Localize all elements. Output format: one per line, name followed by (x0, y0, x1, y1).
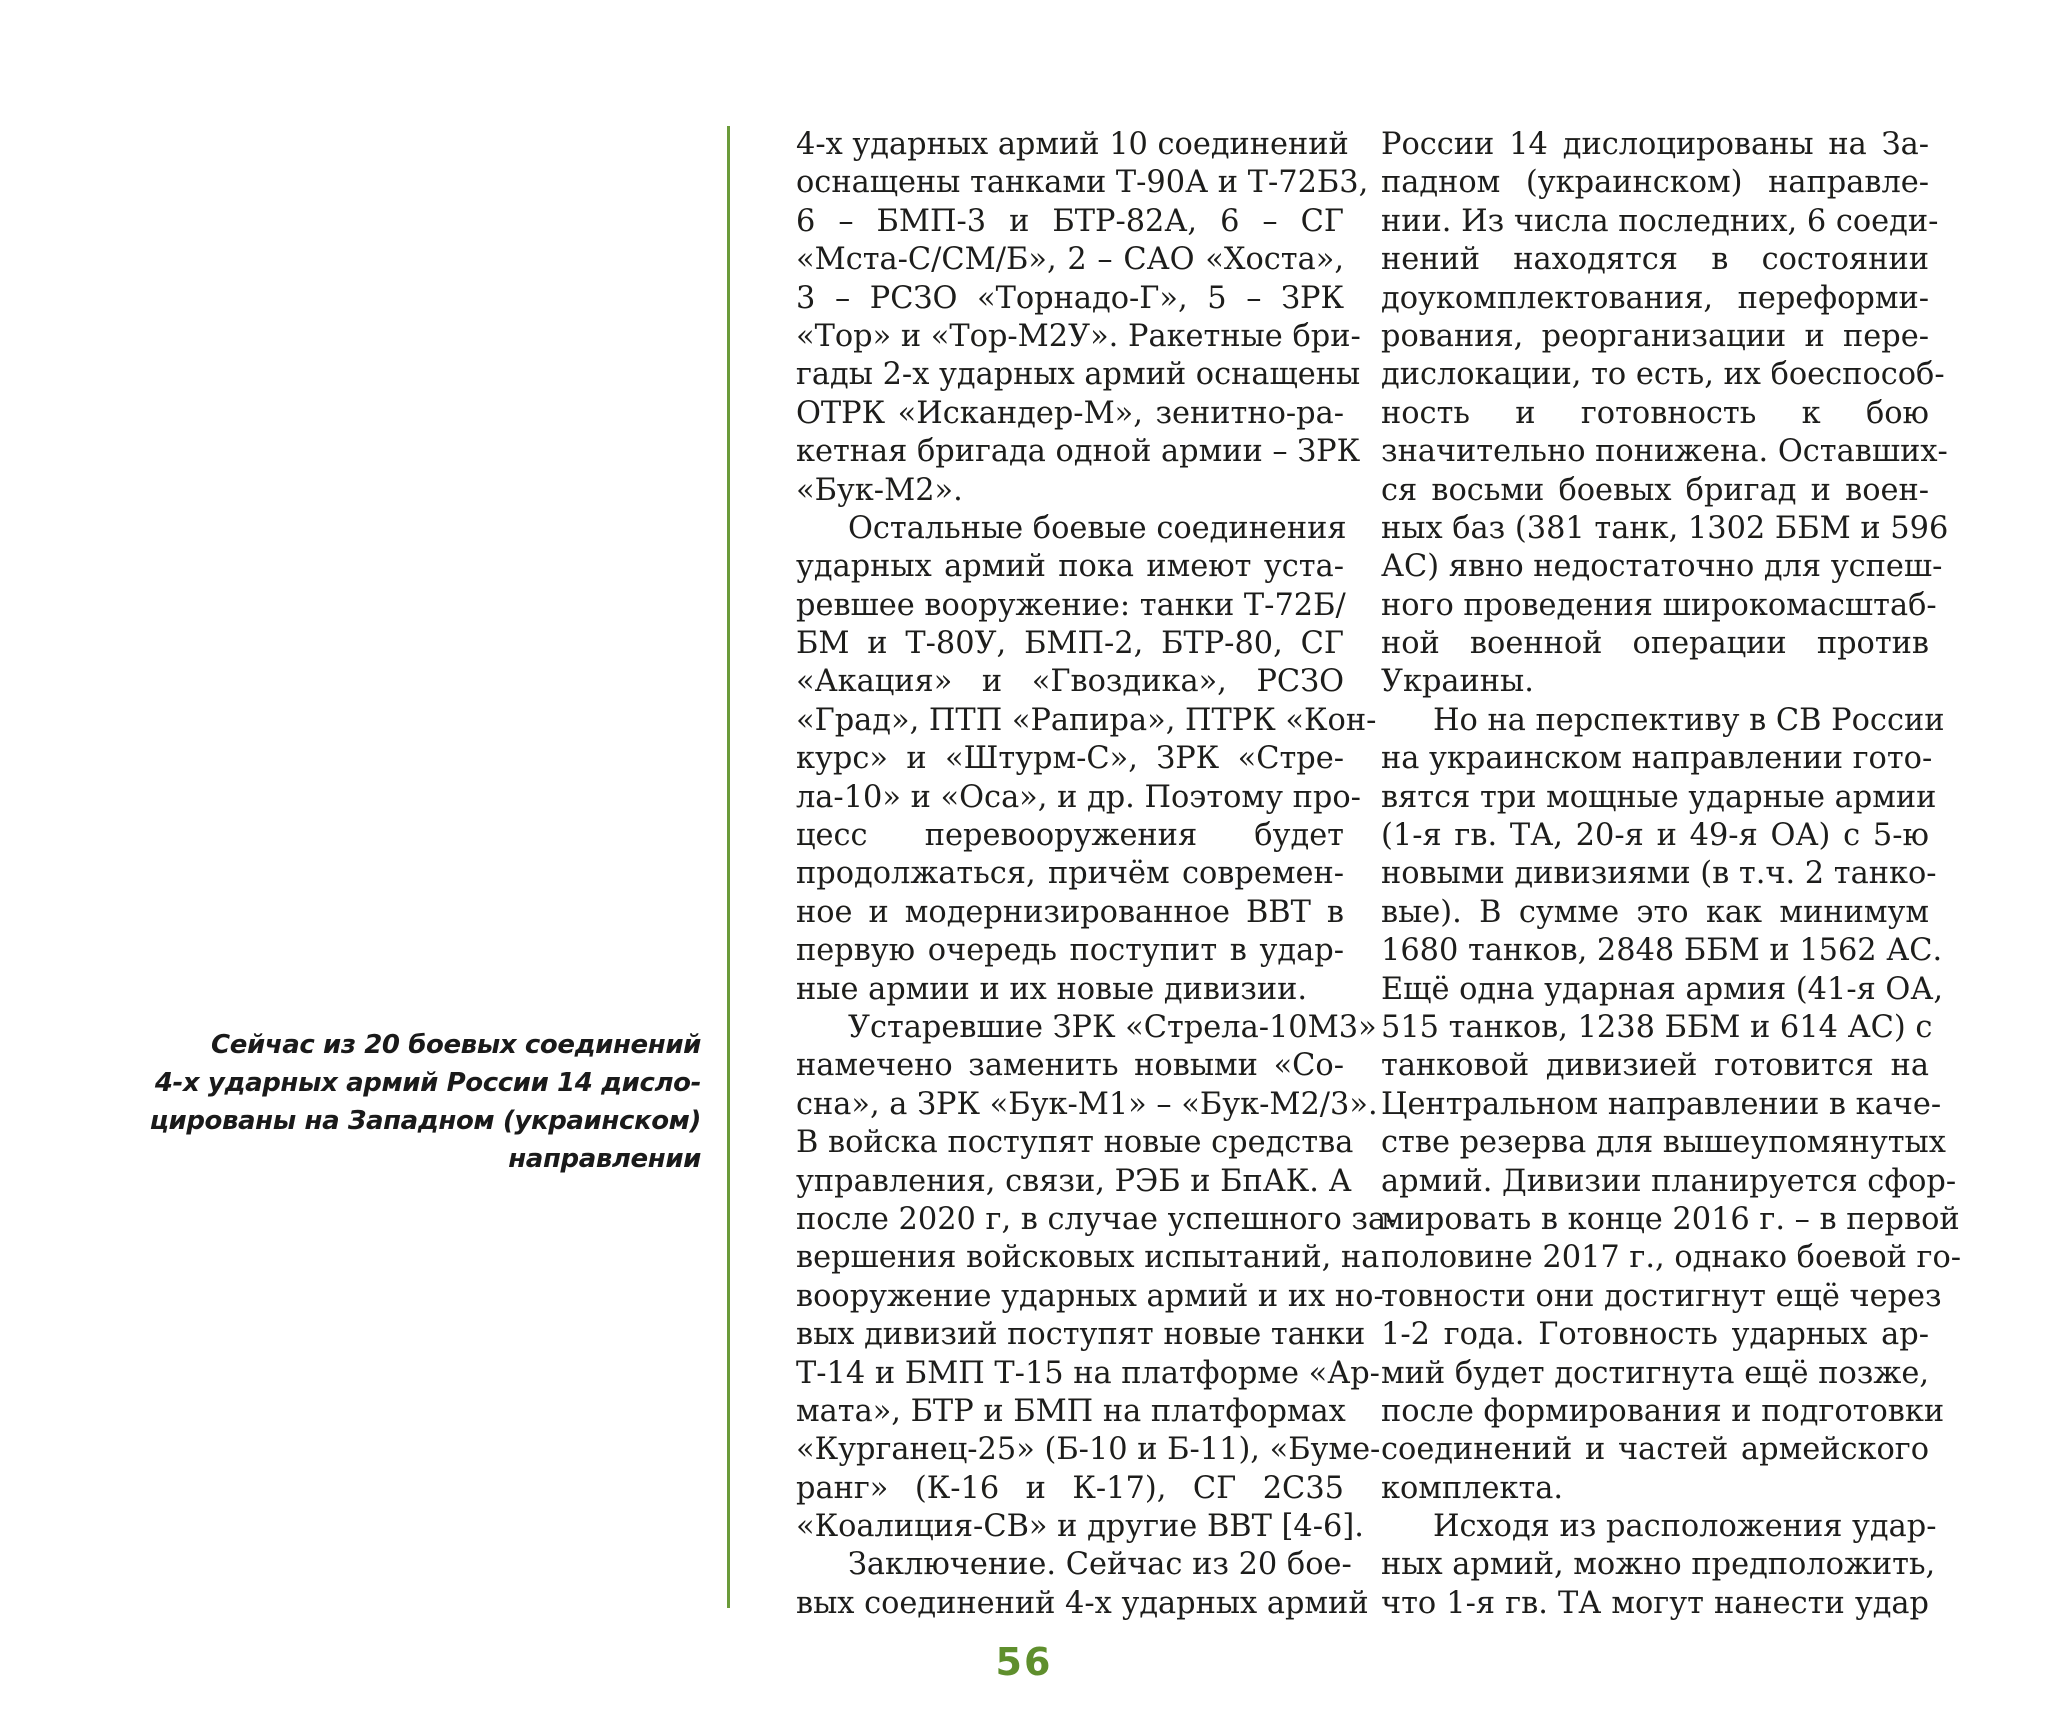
pullquote-line: цированы на Западном (украинском) (149, 1106, 701, 1136)
text-line: «Мста-С/СМ/Б», 2 – САО «Хоста», (796, 242, 1344, 278)
text-line: соединений и частей армейского (1381, 1432, 1929, 1468)
text-line: ранг» (К-16 и К-17), СГ 2С35 (796, 1470, 1344, 1506)
paragraph-first-line: Остальные боевые соединения (848, 510, 1347, 546)
text-line: ла-10» и «Оса», и др. Поэтому про- (796, 779, 1361, 815)
text-line: ного проведения широкомасштаб- (1381, 587, 1937, 623)
text-line: курс» и «Штурм-С», ЗРК «Стре- (796, 741, 1344, 777)
text-line: ных армий, можно предположить, (1381, 1547, 1936, 1583)
paragraph-first-line: Устаревшие ЗРК «Стрела-10М3» (848, 1009, 1377, 1045)
text-line: доукомплектования, переформи- (1381, 280, 1929, 316)
text-column-left (796, 126, 1397, 1623)
text-column-right (1381, 126, 1962, 1623)
text-line: стве резерва для вышеупомянутых (1381, 1125, 1946, 1161)
text-line: 1-2 года. Готовность ударных ар- (1381, 1317, 1929, 1353)
text-line: армий. Дивизии планируется сфор- (1381, 1163, 1957, 1199)
text-line: после 2020 г, в случае успешного за- (796, 1201, 1397, 1237)
text-line: управления, связи, РЭБ и БпАК. А (796, 1163, 1352, 1199)
text-line: Центральном направлении в каче- (1381, 1086, 1942, 1122)
text-line: первую очередь поступит в удар- (796, 933, 1344, 969)
text-line: 515 танков, 1238 ББМ и 614 АС) с (1381, 1009, 1933, 1045)
text-line: вятся три мощные ударные армии (1381, 779, 1937, 815)
text-line: 1680 танков, 2848 ББМ и 1562 АС. (1381, 933, 1943, 969)
text-line: ные армии и их новые дивизии. (796, 971, 1308, 1007)
pullquote-line: Сейчас из 20 боевых соединений (211, 1030, 701, 1060)
text-line: «Курганец-25» (Б-10 и Б-11), «Буме- (796, 1432, 1381, 1468)
text-line: БМ и Т-80У, БМП-2, БТР-80, СГ (796, 626, 1344, 662)
text-line: после формирования и подготовки (1381, 1393, 1945, 1429)
text-line: ся восьми боевых бригад и воен- (1381, 472, 1929, 508)
text-line: Т-14 и БМП Т-15 на платформе «Ар- (796, 1355, 1380, 1391)
text-line: продолжаться, причём современ- (796, 856, 1344, 892)
page-number: 56 (995, 1640, 1053, 1684)
pullquote-line: направлении (508, 1144, 701, 1174)
vertical-divider-rule (727, 126, 730, 1608)
paragraph-first-line: Исходя из расположения удар- (1433, 1509, 1937, 1545)
pullquote (100, 1026, 701, 1178)
text-line: 3 – РСЗО «Торнадо-Г», 5 – ЗРК (796, 280, 1344, 316)
text-line: мий будет достигнута ещё позже, (1381, 1355, 1929, 1391)
text-line: ОТРК «Искандер-М», зенитно-ра- (796, 395, 1344, 431)
text-line: АС) явно недостаточно для успеш- (1381, 549, 1943, 585)
text-line: ударных армий пока имеют уста- (796, 549, 1344, 585)
text-line: половине 2017 г., однако боевой го- (1381, 1240, 1962, 1276)
text-line: вооружение ударных армий и их но- (796, 1278, 1384, 1314)
text-line: намечено заменить новыми «Со- (796, 1048, 1344, 1084)
text-line: Украины. (1381, 664, 1534, 700)
text-line: товности они достигнут ещё через (1381, 1278, 1942, 1314)
text-line: мата», БТР и БМП на платформах (796, 1393, 1346, 1429)
text-line: «Акация» и «Гвоздика», РСЗО (796, 664, 1344, 700)
text-line: падном (украинском) направле- (1381, 165, 1929, 201)
text-line: нений находятся в состоянии (1381, 242, 1929, 278)
text-line: В войска поступят новые средства (796, 1125, 1354, 1161)
text-line: на украинском направлении гото- (1381, 741, 1933, 777)
text-line: ных баз (381 танк, 1302 ББМ и 596 (1381, 510, 1949, 546)
text-line: комплекта. (1381, 1470, 1564, 1506)
text-line: «Коалиция-СВ» и другие ВВТ [4-6]. (796, 1509, 1364, 1545)
text-line: ность и готовность к бою (1381, 395, 1929, 431)
text-line: оснащены танками Т-90А и Т-72Б3, (796, 165, 1369, 201)
text-line: 6 – БМП-3 и БТР-82А, 6 – СГ (796, 203, 1344, 239)
text-line: России 14 дислоцированы на За- (1381, 127, 1929, 162)
text-line: цесс перевооружения будет (796, 818, 1344, 854)
pullquote-line: 4-х ударных армий России 14 дисло- (154, 1068, 701, 1098)
text-line: дислокации, то есть, их боеспособ- (1381, 357, 1945, 393)
text-line: вых соединений 4-х ударных армий (796, 1585, 1369, 1621)
text-line: ной военной операции против (1381, 626, 1929, 662)
text-line: что 1-я гв. ТА могут нанести удар (1381, 1585, 1929, 1621)
text-line: рования, реорганизации и пере- (1381, 318, 1929, 354)
text-line: Ещё одна ударная армия (41-я ОА, (1381, 971, 1944, 1007)
text-line: «Бук-М2». (796, 472, 963, 508)
text-line: вых дивизий поступят новые танки (796, 1317, 1366, 1353)
paragraph-first-line: Но на перспективу в СВ России (1433, 702, 1945, 738)
text-line: новыми дивизиями (в т.ч. 2 танко- (1381, 856, 1937, 892)
text-line: «Град», ПТП «Рапира», ПТРК «Кон- (796, 702, 1377, 738)
text-line: ревшее вооружение: танки Т-72Б/ (796, 587, 1346, 623)
paragraph-first-line: Заключение. Сейчас из 20 бое- (848, 1547, 1352, 1583)
text-line: мировать в конце 2016 г. – в первой (1381, 1201, 1960, 1237)
text-line: «Тор» и «Тор-М2У». Ракетные бри- (796, 318, 1361, 354)
text-line: танковой дивизией готовится на (1381, 1048, 1929, 1084)
text-line: ное и модернизированное ВВТ в (796, 894, 1344, 930)
text-line: значительно понижена. Оставших- (1381, 434, 1948, 470)
text-line: 4-х ударных армий 10 соединений (796, 127, 1349, 162)
text-line: вые). В сумме это как минимум (1381, 894, 1929, 930)
text-line: сна», а ЗРК «Бук-М1» – «Бук-М2/3». (796, 1086, 1378, 1122)
text-line: кетная бригада одной армии – ЗРК (796, 434, 1361, 470)
text-line: (1-я гв. ТА, 20-я и 49-я ОА) с 5-ю (1381, 818, 1929, 854)
text-line: вершения войсковых испытаний, на (796, 1240, 1380, 1276)
text-line: гады 2-х ударных армий оснащены (796, 357, 1361, 393)
text-line: нии. Из числа последних, 6 соеди- (1381, 203, 1939, 239)
